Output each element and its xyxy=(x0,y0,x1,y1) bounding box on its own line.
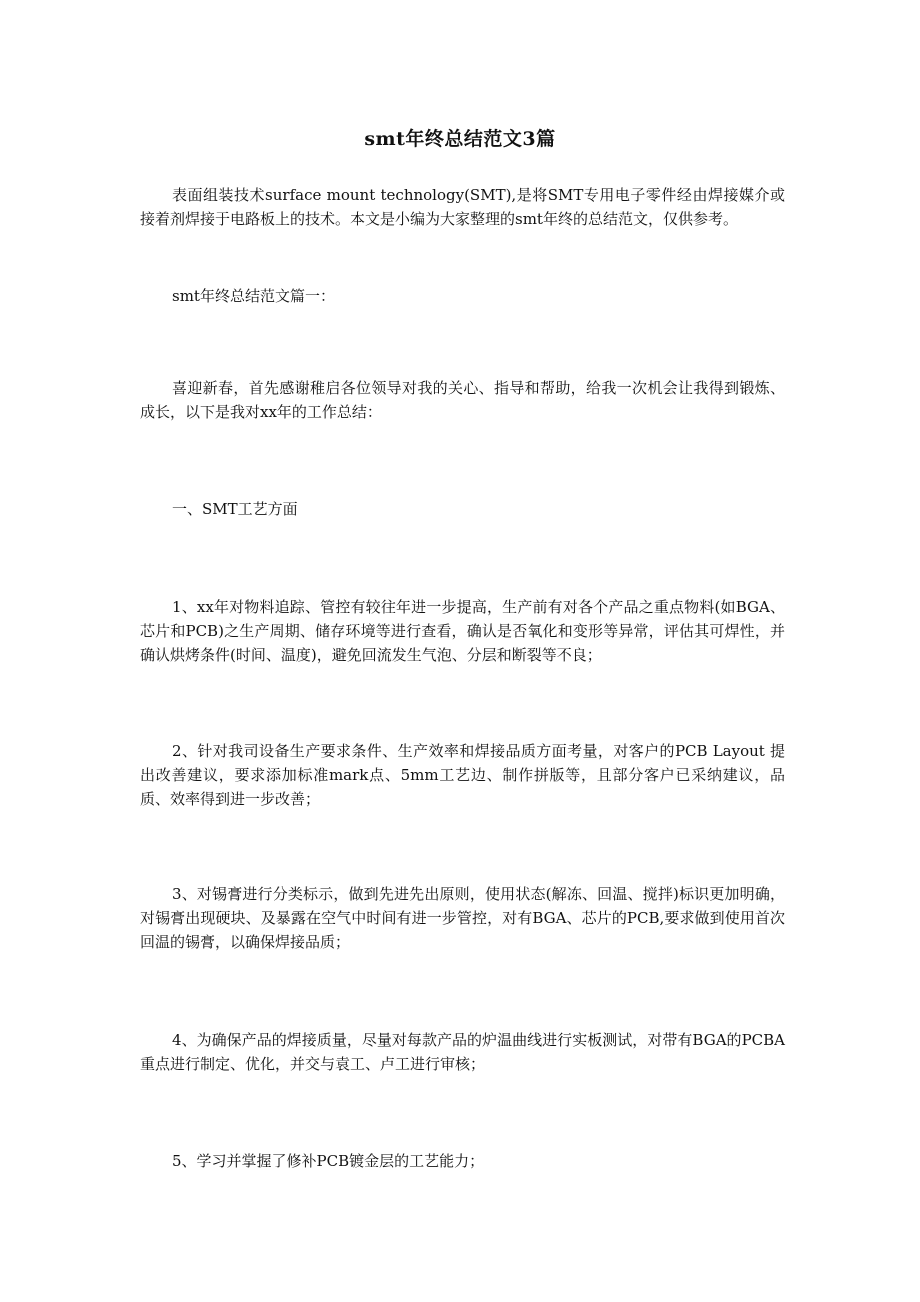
list-item-2: 2、针对我司设备生产要求条件、生产效率和焊接品质方面考量，对客户的PCB Layout 提出改善建议，要求添加标准mark点、5mm工艺边、制作拼版等，且部分客户已采纳建议，品质、效率得到进一步改善； xyxy=(140,742,785,808)
intro-paragraph: 表面组装技术surface mount technology(SMT),是将SMT专用电子零件经由焊接媒介或接着剂焊接于电路板上的技术。本文是小编为大家整理的smt年终的总结范文，仅供参考。 xyxy=(140,186,785,228)
section-heading-smt-process: 一、SMT工艺方面 xyxy=(172,500,298,518)
list-item-5: 5、学习并掌握了修补PCB镀金层的工艺能力； xyxy=(172,1152,485,1170)
list-item-3: 3、对锡膏进行分类标示，做到先进先出原则，使用状态(解冻、回温、搅拌)标识更加明确，对锡膏出现硬块、及暴露在空气中时间有进一步管控，对有BGA、芯片的PCB,要求做到使用首次回温的锡膏，以确保焊接品质； xyxy=(140,885,785,951)
list-item-1: 1、xx年对物料追踪、管控有较往年进一步提高，生产前有对各个产品之重点物料(如BGA、芯片和PCB)之生产周期、储存环境等进行查看，确认是否氧化和变形等异常，评估其可焊性，并确认烘烤条件(时间、温度)，避免回流发生气泡、分层和断裂等不良； xyxy=(140,598,785,664)
list-item-4: 4、为确保产品的焊接质量，尽量对每款产品的炉温曲线进行实板测试，对带有BGA的PCBA重点进行制定、优化，并交与袁工、卢工进行审核； xyxy=(140,1031,785,1073)
greeting-paragraph: 喜迎新春，首先感谢稚启各位领导对我的关心、指导和帮助，给我一次机会让我得到锻炼、成长，以下是我对xx年的工作总结： xyxy=(140,379,785,421)
document-title: smt年终总结范文3篇 xyxy=(364,128,556,150)
section-heading-part-one: smt年终总结范文篇一： xyxy=(172,287,335,305)
